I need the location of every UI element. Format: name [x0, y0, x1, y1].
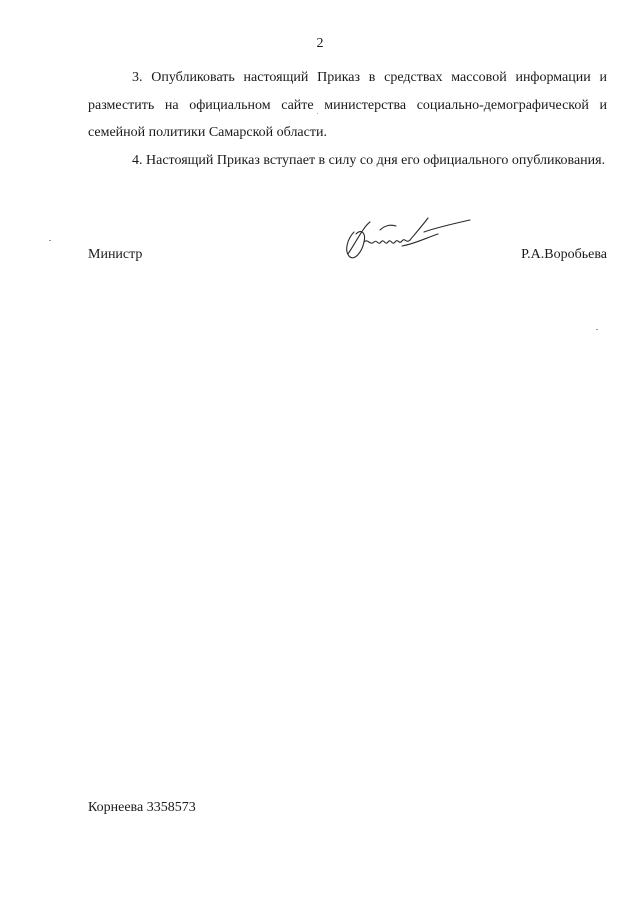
- handwritten-signature: [340, 212, 474, 264]
- executor-contact: Корнеева 3358573: [88, 800, 196, 815]
- minister-name: Р.А.Воробьева: [521, 247, 607, 262]
- scan-speck: [49, 240, 51, 241]
- minister-title: Министр: [88, 247, 143, 262]
- paragraph-item-3: 3. Опубликовать настоящий Приказ в средствах массовой информации и разместить на официальном сайте министерства социально-демографической и семейной политики Самарской области.: [88, 70, 607, 140]
- paragraph-item-4: 4. Настоящий Приказ вступает в силу со дня его официального опубликования.: [132, 153, 606, 168]
- scan-speck: [317, 113, 318, 114]
- scan-speck: [596, 329, 598, 330]
- page-number: 2: [316, 36, 324, 51]
